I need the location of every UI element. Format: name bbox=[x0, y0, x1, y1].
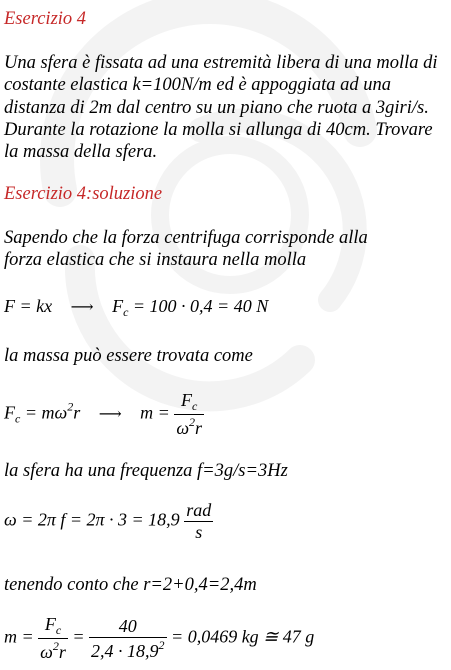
problem-line: la massa della sfera. bbox=[4, 142, 158, 163]
text-mass-found: la massa può essere trovata come bbox=[4, 346, 253, 366]
intro-line: Sapendo che la forza centrifuga corrisponde alla bbox=[4, 228, 368, 248]
problem-line: costante elastica k=100N/m ed è appoggiata ad una bbox=[4, 75, 392, 96]
problem-line: Una sfera è fissata ad una estremità libera di una molla di bbox=[4, 53, 438, 73]
equation-elastic-force: F = kx ⟶ $F_c = 100 \cdot 0,4 = 40$ N bbox=[4, 296, 269, 319]
implies-arrow-icon: ⟶ bbox=[70, 299, 94, 316]
problem-line: distanza di 2m dal centro su un piano che ruota a 3giri/s. bbox=[4, 97, 429, 118]
equation-centrifugal-force: $F_c = m\omega^2r$ ⟶ m = $\frac{F_c}{\omega^2r}$ bbox=[4, 390, 203, 438]
solution-intro bbox=[4, 227, 368, 272]
implies-arrow-icon: ⟶ bbox=[98, 405, 122, 423]
fraction: $\frac{F_c}{\omega^2r}$ bbox=[40, 614, 66, 662]
intro-line: forza elastica che si instaura nella molla bbox=[4, 250, 307, 271]
equation-angular-velocity: ω = 2π f = 2π · 3 = 18,9 $\frac{\text{rad}}{s}$ bbox=[4, 500, 212, 542]
fraction: $\frac{40}{2,4 \cdot 18,9^2}$ bbox=[91, 615, 165, 661]
problem-statement bbox=[4, 52, 438, 163]
fraction: $\frac{\text{rad}}{s}$ bbox=[186, 500, 212, 542]
equation-mass-result: m = $\frac{F_c}{\omega^2r}$ = $\frac{40}{2,4 \cdot 18,9^2}$ = 0,0469 kg ≅ 47 g bbox=[4, 614, 315, 662]
text-frequency: la sfera ha una frequenza f=3g/s=3Hz bbox=[4, 461, 288, 481]
exercise-title: Esercizio 4 bbox=[4, 9, 87, 29]
solution-title: Esercizio 4:soluzione bbox=[4, 184, 163, 204]
text-radius: tenendo conto che r=2+0,4=2,4m bbox=[4, 575, 257, 595]
problem-line: Durante la rotazione la molla si allunga di 40cm. Trovare bbox=[4, 119, 433, 140]
fraction: $\frac{F_c}{\omega^2r}$ bbox=[176, 390, 203, 438]
